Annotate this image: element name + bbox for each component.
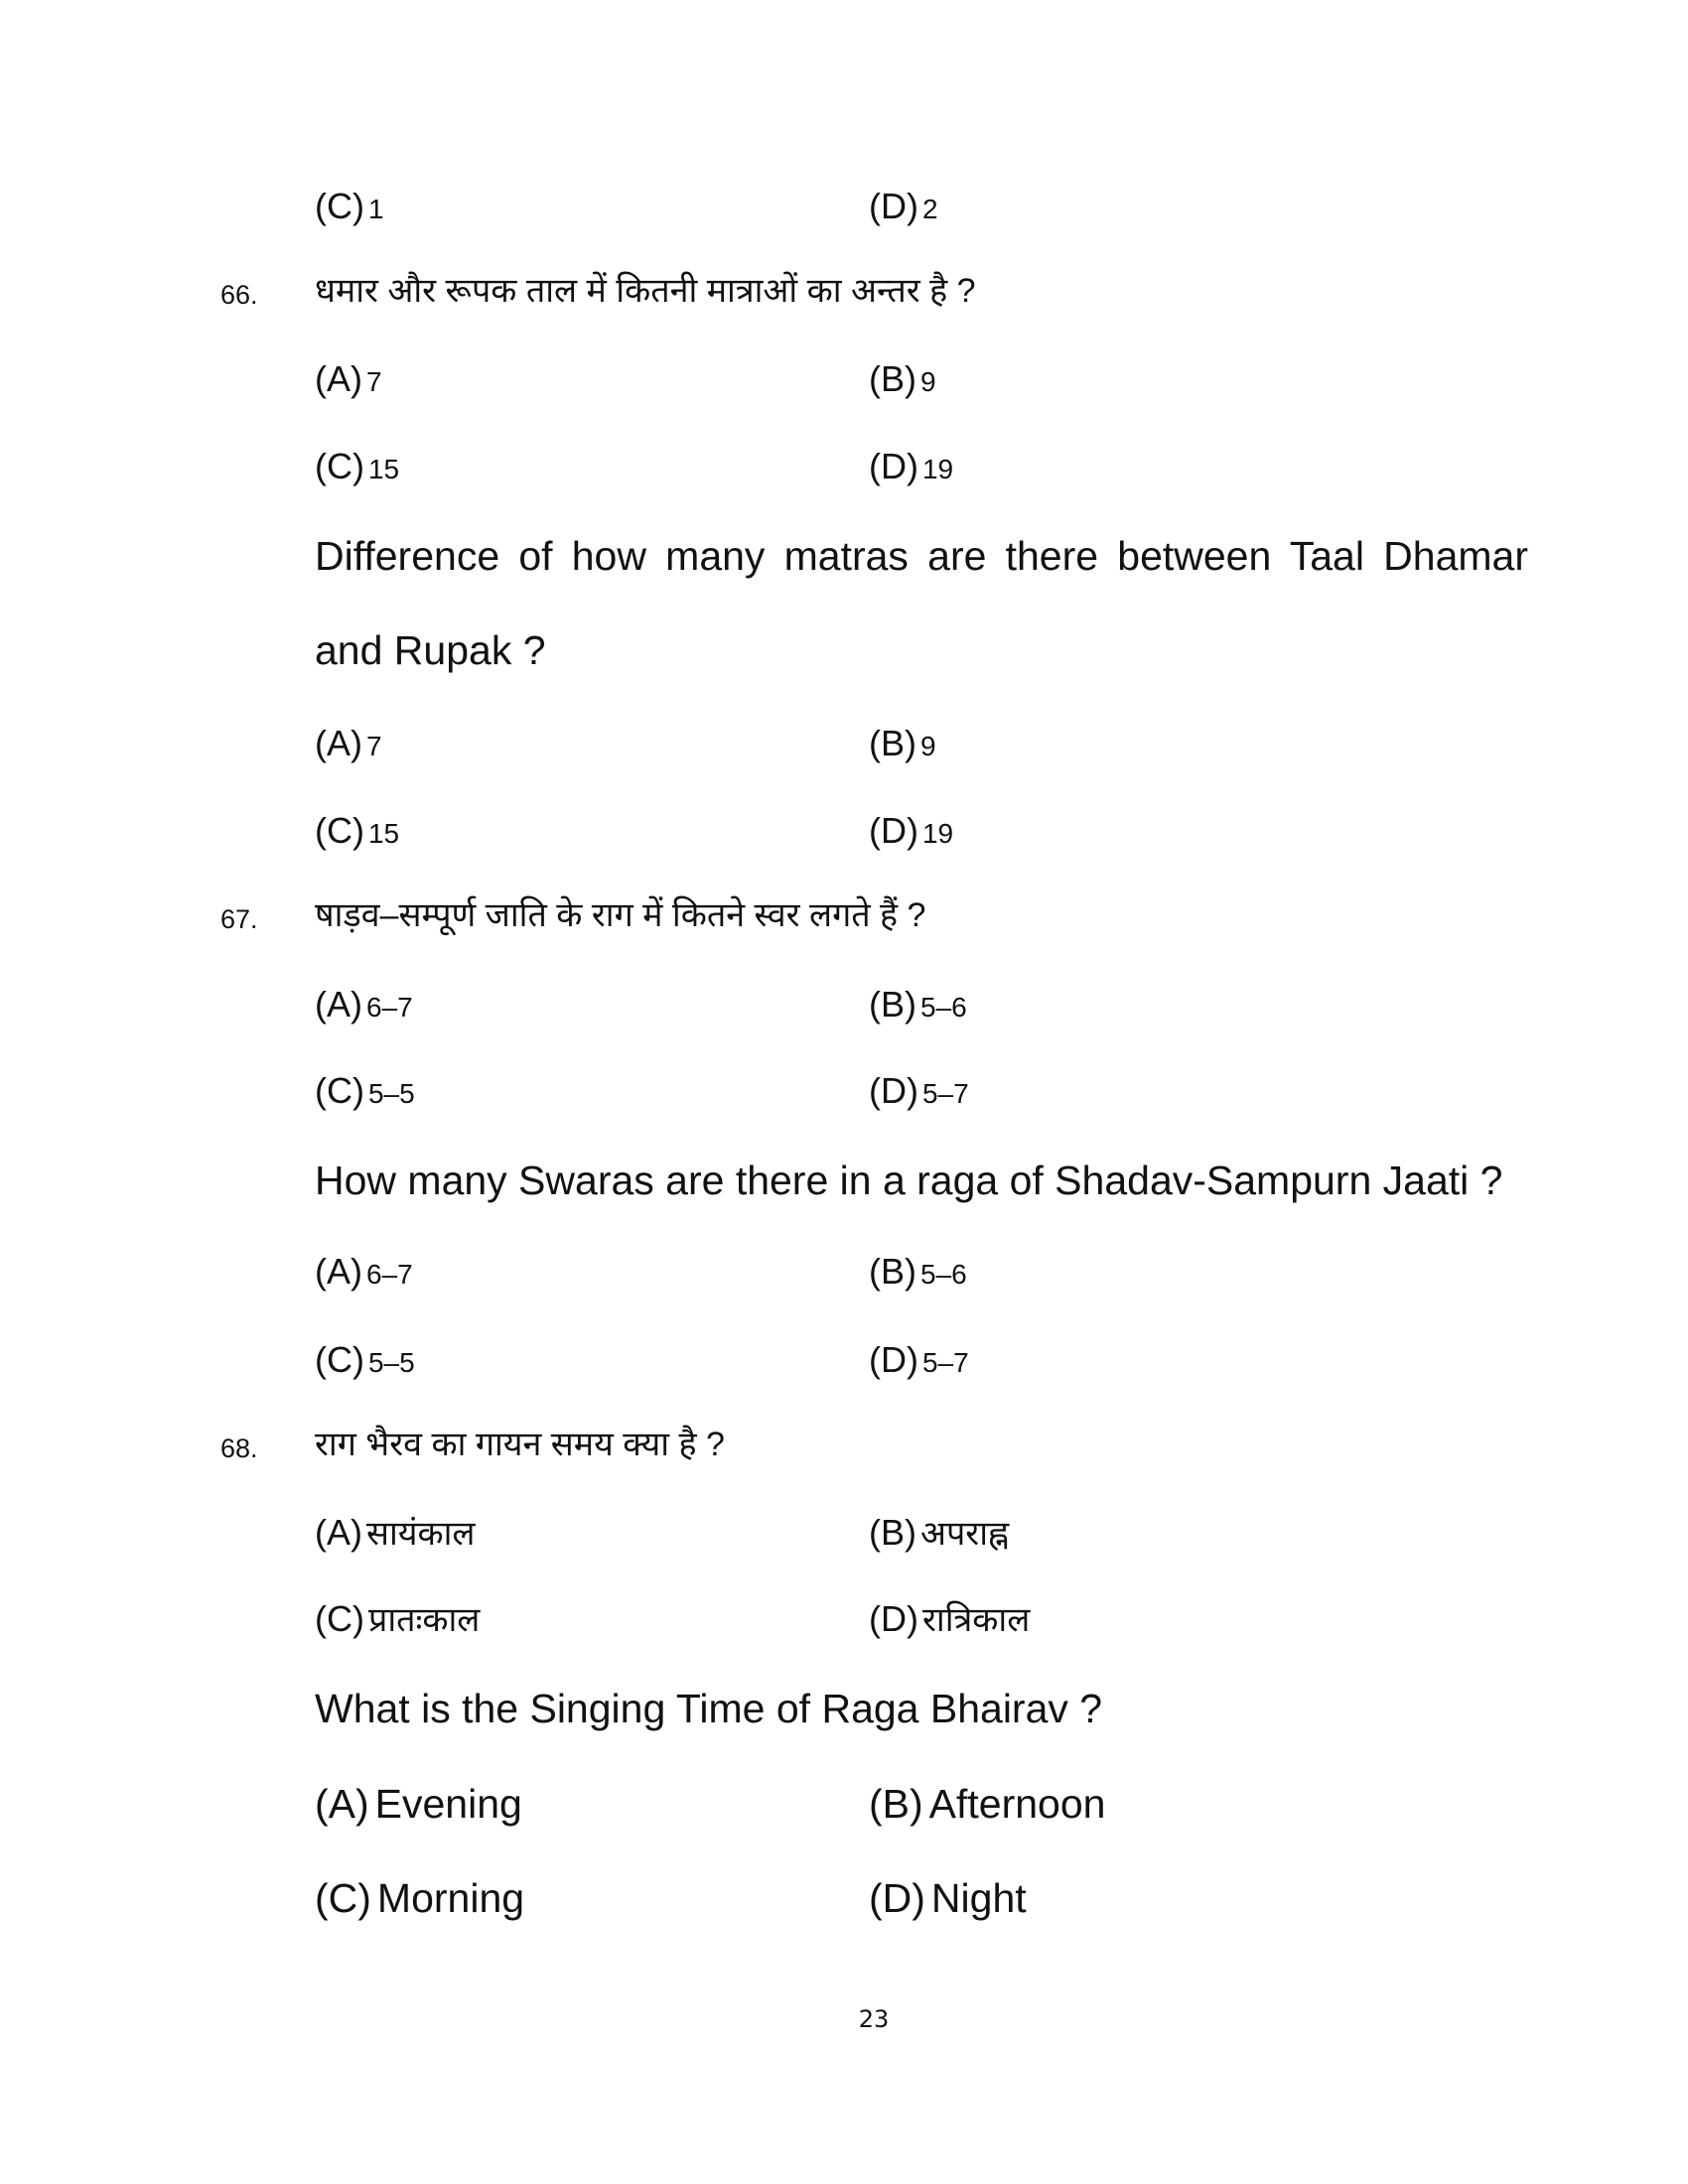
option-label: (A) — [315, 1251, 362, 1292]
q66-hindi-option-d — [869, 446, 954, 486]
q68-english-option-d — [869, 1875, 1027, 1921]
q67-english-option-a — [315, 1251, 413, 1292]
q65-option-c — [315, 186, 384, 226]
option-text: 5–7 — [921, 1347, 969, 1378]
option-label: (D) — [869, 1875, 925, 1921]
q68-hindi-option-d — [869, 1598, 1031, 1639]
option-label: (C) — [315, 1598, 364, 1639]
q68-english-option-b — [869, 1781, 1106, 1827]
option-text: 19 — [921, 454, 954, 484]
q66-hindi-option-c — [315, 446, 400, 486]
option-text: 7 — [366, 731, 382, 761]
q68-hindi-option-c — [315, 1598, 481, 1639]
option-label: (C) — [315, 1070, 364, 1111]
q67-english-question: How many Swaras are there in a raga of Shadav-Sampurn Jaati ? — [315, 1158, 1503, 1203]
option-text: 5–5 — [367, 1347, 415, 1378]
option-label: (D) — [869, 1339, 918, 1380]
option-label: (B) — [869, 1512, 916, 1553]
option-label: (C) — [315, 186, 364, 226]
q67-number: 67. — [220, 904, 258, 934]
option-text: अपराह्न — [920, 1515, 1010, 1553]
q68-hindi-option-a — [315, 1512, 476, 1553]
q66-english-question-line1: Difference of how many matras are there between Taal Dhamar — [315, 533, 1528, 579]
option-text: Evening — [374, 1781, 522, 1827]
option-label: (D) — [869, 186, 918, 226]
option-label: (D) — [869, 810, 918, 851]
q66-hindi-option-b — [869, 358, 936, 399]
q68-number: 68. — [220, 1433, 258, 1463]
option-text: प्रातःकाल — [367, 1601, 481, 1639]
option-text: 5–6 — [920, 992, 967, 1023]
option-label: (A) — [315, 723, 362, 763]
option-text: Morning — [376, 1875, 525, 1921]
option-label: (A) — [315, 984, 362, 1024]
option-text: 1 — [367, 194, 384, 224]
q66-hindi-option-a — [315, 358, 382, 399]
q66-hindi-question: धमार और रूपक ताल में कितनी मात्राओं का अन्तर है ? — [315, 272, 976, 310]
option-label: (B) — [869, 358, 916, 399]
option-text: 15 — [367, 454, 400, 484]
q66-english-question-line2: and Rupak ? — [315, 627, 546, 673]
q67-hindi-option-c — [315, 1070, 415, 1111]
option-label: (D) — [869, 1598, 918, 1639]
option-text: 15 — [367, 818, 400, 849]
option-text: 6–7 — [366, 1259, 413, 1290]
option-text: 5–6 — [920, 1259, 967, 1290]
option-label: (B) — [869, 723, 916, 763]
q66-english-option-d — [869, 810, 954, 851]
option-text: 7 — [366, 366, 382, 397]
q66-number: 66. — [220, 280, 258, 310]
q67-english-option-c — [315, 1339, 415, 1380]
q68-english-option-a — [315, 1781, 522, 1827]
option-label: (B) — [869, 1781, 923, 1827]
option-text: 2 — [921, 194, 938, 224]
option-label: (B) — [869, 984, 916, 1024]
option-text: Night — [930, 1875, 1027, 1921]
q67-hindi-option-b — [869, 984, 967, 1024]
option-text: 5–7 — [921, 1078, 969, 1109]
q67-hindi-option-d — [869, 1070, 969, 1111]
option-label: (D) — [869, 446, 918, 486]
q66-english-option-b — [869, 723, 936, 763]
option-text: Afternoon — [928, 1781, 1106, 1827]
option-label: (C) — [315, 1875, 371, 1921]
option-text: सायंकाल — [366, 1515, 476, 1553]
option-text: रात्रिकाल — [921, 1601, 1031, 1639]
q68-hindi-option-b — [869, 1512, 1010, 1553]
option-text: 9 — [920, 366, 936, 397]
option-text: 5–5 — [367, 1078, 415, 1109]
option-label: (C) — [315, 1339, 364, 1380]
q66-english-option-a — [315, 723, 382, 763]
option-text: 19 — [921, 818, 954, 849]
q65-option-d — [869, 186, 938, 226]
q67-english-option-d — [869, 1339, 969, 1380]
option-label: (A) — [315, 358, 362, 399]
q68-english-option-c — [315, 1875, 525, 1921]
q67-english-option-b — [869, 1251, 967, 1292]
option-label: (B) — [869, 1251, 916, 1292]
option-label: (D) — [869, 1070, 918, 1111]
q67-hindi-option-a — [315, 984, 413, 1024]
option-text: 9 — [920, 731, 936, 761]
option-label: (A) — [315, 1512, 362, 1553]
option-label: (C) — [315, 810, 364, 851]
q66-english-option-c — [315, 810, 400, 851]
q68-english-question: What is the Singing Time of Raga Bhairav ? — [315, 1686, 1103, 1731]
option-label: (C) — [315, 446, 364, 486]
option-text: 6–7 — [366, 992, 413, 1023]
q68-hindi-question: राग भैरव का गायन समय क्या है ? — [315, 1426, 725, 1463]
option-label: (A) — [315, 1781, 369, 1827]
q67-hindi-question: षाड़व–सम्पूर्ण जाति के राग में कितने स्वर लगते हैं ? — [315, 896, 926, 934]
page-number: 23 — [858, 2005, 890, 2033]
